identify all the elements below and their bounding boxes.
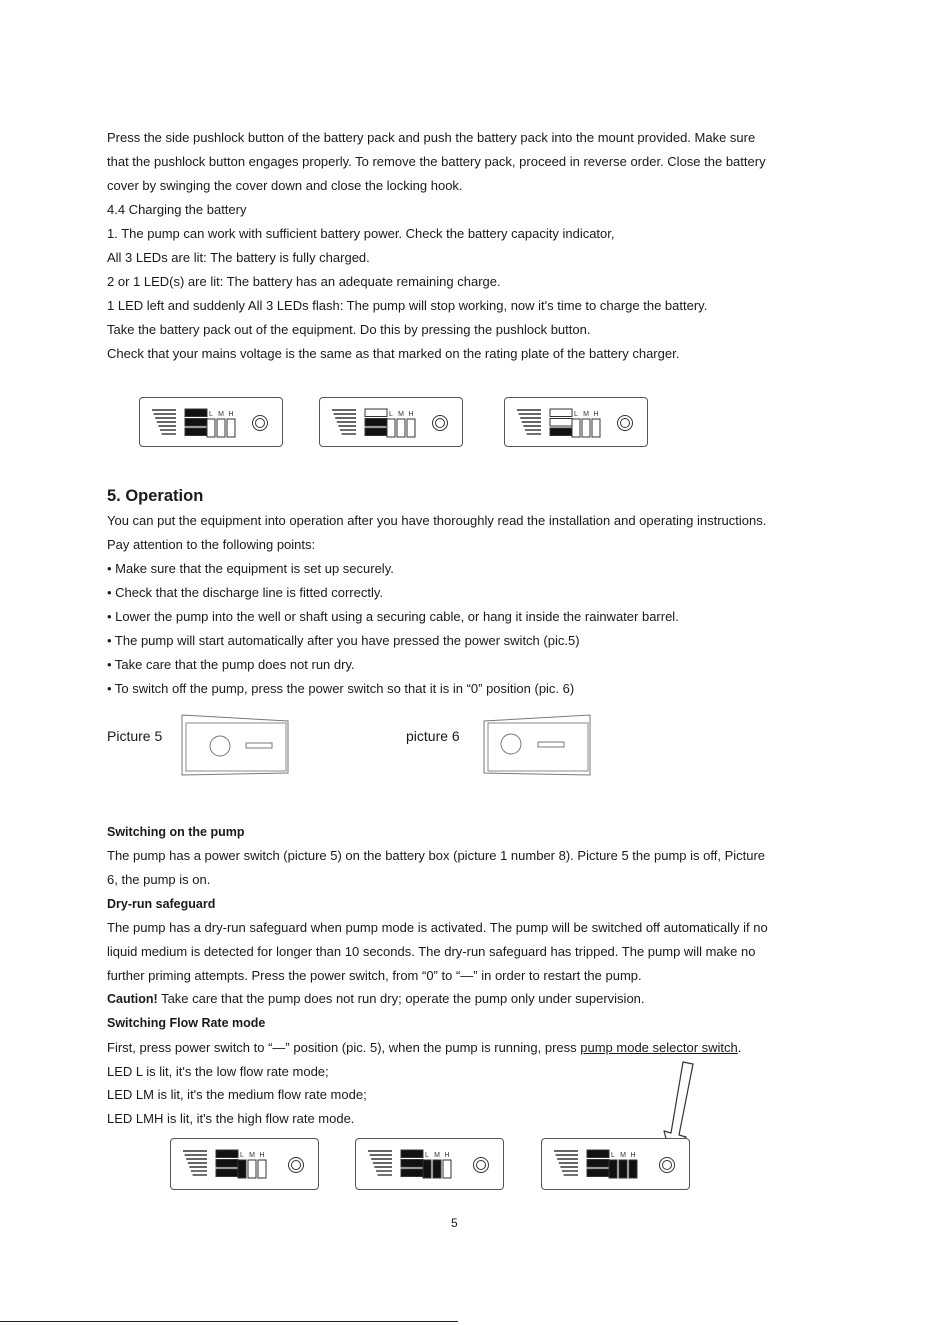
flow-mode-indicator-panel [541,1138,690,1190]
list-item: • To switch off the pump, press the power switch so that it is in “0” position (pic. 6) [107,681,575,696]
list-item: • Check that the discharge line is fitted correctly. [107,585,383,600]
flow-mode-led [609,1160,617,1178]
text-line: 1. The pump can work with sufficient battery power. Check the battery capacity indicator, [107,226,615,241]
text-line: liquid medium is detected for longer than 10 seconds. The dry-run safeguard has tripped. The pump will make no [107,944,756,959]
text-line: 2 or 1 LED(s) are lit: The battery has an adequate remaining charge. [107,274,501,289]
list-item: • Lower the pump into the well or shaft using a securing cable, or hang it inside the rainwater barrel. [107,609,679,624]
list-item: • The pump will start automatically after you have pressed the power switch (pic.5) [107,633,580,648]
battery-level-icon [332,410,356,434]
power-button-icon [289,1158,304,1173]
flow-mode-led [572,419,580,437]
text-line: Pay attention to the following points: [107,537,316,552]
text-segment: First, press power switch to “—” position (pic. 5), when the pump is running, press [107,1040,581,1055]
flow-mode-led [387,419,395,437]
flow-led-letter: H [630,1152,636,1159]
flow-mode-led [248,1160,256,1178]
battery-led [401,1169,423,1177]
caution-line [107,991,645,1007]
flow-led-letter: M [398,411,404,418]
battery-indicator-panel [319,397,463,447]
flow-led-letter: L [240,1152,244,1159]
flow-led-letter: H [228,411,234,418]
text-line: The pump has a dry-run safeguard when pump mode is activated. The pump will be switched off automatically if no [107,920,768,935]
power-switch-off-picture [180,713,290,777]
section-heading-switching-on: Switching on the pump [107,825,245,839]
battery-led [587,1169,609,1177]
text-line: 1 LED left and suddenly All 3 LEDs flash: The pump will stop working, now it's time to charge the battery. [107,298,708,313]
flow-led-letter: L [574,411,578,418]
flow-mode-led [619,1160,627,1178]
battery-level-icon [554,1151,578,1175]
battery-led [185,419,207,427]
battery-led [550,409,572,417]
flow-led-letter: M [218,411,224,418]
battery-level-icon [183,1151,207,1175]
flow-led-letter: L [389,411,393,418]
battery-led [365,428,387,436]
flow-led-letter: M [434,1152,440,1159]
section-heading-operation: 5. Operation [107,487,204,505]
flow-mode-indicator-panel [170,1138,319,1190]
text-line: All 3 LEDs are lit: The battery is fully charged. [107,250,370,265]
battery-led [587,1150,609,1158]
caution-label: Caution! [107,992,158,1006]
picture-6-label: picture 6 [406,728,460,744]
power-button-icon [474,1158,489,1173]
battery-led [185,428,207,436]
flow-led-letter: L [611,1152,615,1159]
flow-mode-led [407,419,415,437]
text-line: LED LMH is lit, it's the high flow rate mode. [107,1111,355,1126]
text-line: Press the side pushlock button of the battery pack and push the battery pack into the mount provided. Make sure [107,130,756,145]
footer-rule [0,1321,458,1322]
text-line: 6, the pump is on. [107,872,211,887]
text-line: LED L is lit, it's the low flow rate mode; [107,1064,329,1079]
battery-level-icon [517,410,541,434]
list-item: • Make sure that the equipment is set up securely. [107,561,394,576]
flow-led-letter: M [583,411,589,418]
text-line: that the pushlock button engages properly. To remove the battery pack, proceed in reverse order. Close the battery [107,154,766,169]
flow-led-letter: H [408,411,414,418]
page-number: 5 [451,1216,458,1230]
text-line: further priming attempts. Press the power switch, from “0” to “—” in order to restart the pump. [107,968,642,983]
battery-led [550,428,572,436]
list-item: • Take care that the pump does not run dry. [107,657,355,672]
power-button-icon [433,416,448,431]
battery-led [216,1169,238,1177]
power-button-icon [660,1158,675,1173]
flow-led-letter: M [620,1152,626,1159]
flow-led-letter: H [259,1152,265,1159]
flow-mode-led [227,419,235,437]
text-line: You can put the equipment into operation after you have thoroughly read the installation and operating instructions. [107,513,767,528]
flow-mode-led [397,419,405,437]
flow-led-letter: H [593,411,599,418]
flow-mode-led [217,419,225,437]
text-line: Check that your mains voltage is the same as that marked on the rating plate of the battery charger. [107,346,680,361]
battery-led [550,419,572,427]
battery-level-icon [152,410,176,434]
flow-mode-led [592,419,600,437]
flow-mode-led [258,1160,266,1178]
power-switch-on-picture [482,713,592,777]
battery-led [185,409,207,417]
power-button-icon [618,416,633,431]
pump-mode-selector-switch-reference: pump mode selector switch [580,1040,738,1055]
battery-led [587,1160,609,1168]
battery-led [216,1160,238,1168]
flow-mode-led [629,1160,637,1178]
flow-mode-led [582,419,590,437]
flow-led-letter: L [425,1152,429,1159]
flow-mode-led [433,1160,441,1178]
flow-led-letter: H [444,1152,450,1159]
flow-led-letter: M [249,1152,255,1159]
flow-mode-indicator-panel [355,1138,504,1190]
section-heading-flow-rate: Switching Flow Rate mode [107,1016,266,1030]
section-heading-dry-run: Dry-run safeguard [107,897,216,911]
battery-indicator-panel [504,397,648,447]
battery-level-icon [368,1151,392,1175]
battery-indicator-panel [139,397,283,447]
text-line: Take the battery pack out of the equipment. Do this by pressing the pushlock button. [107,322,591,337]
flow-mode-led [423,1160,431,1178]
text-line: LED LM is lit, it's the medium flow rate mode; [107,1087,367,1102]
flow-mode-led [443,1160,451,1178]
flow-rate-first-line [107,1040,741,1056]
battery-led [401,1160,423,1168]
flow-mode-led [207,419,215,437]
section-heading-charging: 4.4 Charging the battery [107,202,247,217]
text-segment: . [737,1040,742,1055]
flow-led-letter: L [209,411,213,418]
text-line: cover by swinging the cover down and close the locking hook. [107,178,463,193]
picture-5-label: Picture 5 [107,728,163,744]
battery-led [216,1150,238,1158]
battery-led [401,1150,423,1158]
flow-mode-led [238,1160,246,1178]
text-line: The pump has a power switch (picture 5) on the battery box (picture 1 number 8). Picture 5 the pump is off, Picture [107,848,766,863]
battery-led [365,419,387,427]
battery-led [365,409,387,417]
power-button-icon [253,416,268,431]
caution-text: Take care that the pump does not run dry; operate the pump only under supervision. [157,991,645,1006]
